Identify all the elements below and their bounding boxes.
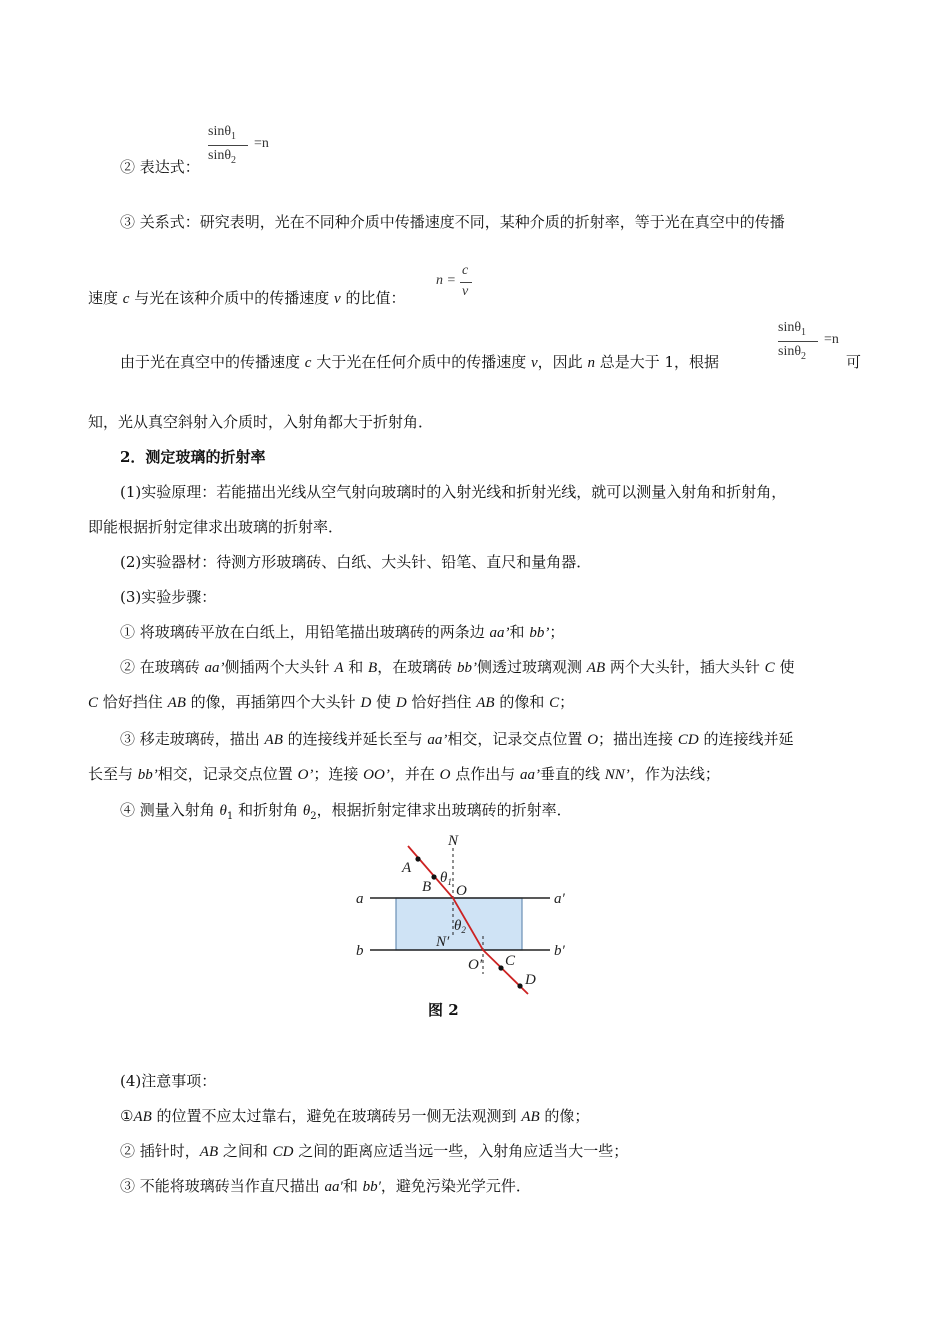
since-line-1-end: 可: [846, 353, 862, 371]
label-a-point: A: [402, 860, 412, 876]
label-theta1: $\theta_1$: [440, 870, 452, 887]
label-b-prime: b′: [554, 943, 565, 959]
step-3-line-2: 长至与 bb’相交，记录交点位置 O’；连接 OO’，并在 O 点作出与 aa’垂直的线 NN’，作为法线；: [88, 765, 720, 783]
label-d: D: [525, 972, 536, 988]
section-title: 2．测定玻璃的折射率: [120, 448, 266, 466]
label-n: N: [448, 833, 459, 849]
note-1: ①AB 的位置不应太过靠右，避免在玻璃砖另一侧无法观测到 AB 的像；: [120, 1107, 590, 1125]
refraction-diagram-svg: [350, 828, 590, 1000]
label-o-prime: O′: [468, 957, 483, 973]
since-line-1: 由于光在真空中的传播速度 c 大于光在任何介质中的传播速度 v，因此 n 总是大于 1，根据: [120, 353, 720, 371]
label-o: O: [456, 883, 467, 899]
step-2-line-2: C 恰好挡住 AB 的像，再插第四个大头针 D 使 D 恰好挡住 AB 的像和 C；: [88, 693, 575, 711]
notes-title: (4)注意事项：: [120, 1072, 217, 1090]
label-a-prime: a′: [554, 891, 565, 907]
steps-title: (3)实验步骤：: [120, 588, 217, 606]
step-4: ④ 测量入射角 $\theta_1$ 和折射角 $\theta_2$，根据折射定律求出玻璃砖的折射率．: [120, 801, 572, 822]
figure-caption: 图 2: [428, 1001, 459, 1019]
label-b: b: [356, 943, 364, 959]
equipment-line: (2)实验器材：待测方形玻璃砖、白纸、大头针、铅笔、直尺和量角器．: [120, 553, 592, 571]
point-c: [498, 965, 503, 970]
note-2: ② 插针时，AB 之间和 CD 之间的距离应适当远一些，入射角应适当大一些；: [120, 1142, 629, 1160]
label-b-point: B: [422, 879, 432, 895]
label-c: C: [505, 953, 516, 969]
point-b: [431, 874, 436, 879]
label-n-prime: N′: [436, 934, 450, 950]
relation-line-2: 速度 c 与光在该种介质中的传播速度 v 的比值：: [88, 289, 406, 307]
label-theta2: $\theta_2$: [454, 918, 466, 935]
note-3: ③ 不能将玻璃砖当作直尺描出 aa′和 bb′，避免污染光学元件．: [120, 1177, 531, 1195]
principle-line-2: 即能根据折射定律求出玻璃的折射率．: [88, 518, 344, 536]
step-3-line-1: ③ 移走玻璃砖，描出 AB 的连接线并延长至与 aa’相交，记录交点位置 O；描出连接 CD 的连接线并延: [120, 730, 794, 748]
point-d: [517, 983, 522, 988]
since-line-2: 知，光从真空斜射入介质时，入射角都大于折射角．: [88, 413, 434, 431]
point-a: [415, 856, 420, 861]
step-2-line-1: ② 在玻璃砖 aa’侧插两个大头针 A 和 B，在玻璃砖 bb’侧透过玻璃观测 AB 两个大头针，插大头针 C 使: [120, 658, 795, 676]
step-1: ① 将玻璃砖平放在白纸上，用铅笔描出玻璃砖的两条边 aa’和 bb’；: [120, 623, 565, 641]
expression-label: ② 表达式：: [120, 158, 200, 176]
principle-line-1: (1)实验原理：若能描出光线从空气射向玻璃时的入射光线和折射光线，就可以测量入射角和折射角，: [120, 483, 787, 501]
relation-line-1: ③ 关系式：研究表明，光在不同种介质中传播速度不同，某种介质的折射率，等于光在真空中的传播: [120, 213, 785, 231]
refraction-diagram: [350, 828, 590, 1004]
label-a: a: [356, 891, 364, 907]
